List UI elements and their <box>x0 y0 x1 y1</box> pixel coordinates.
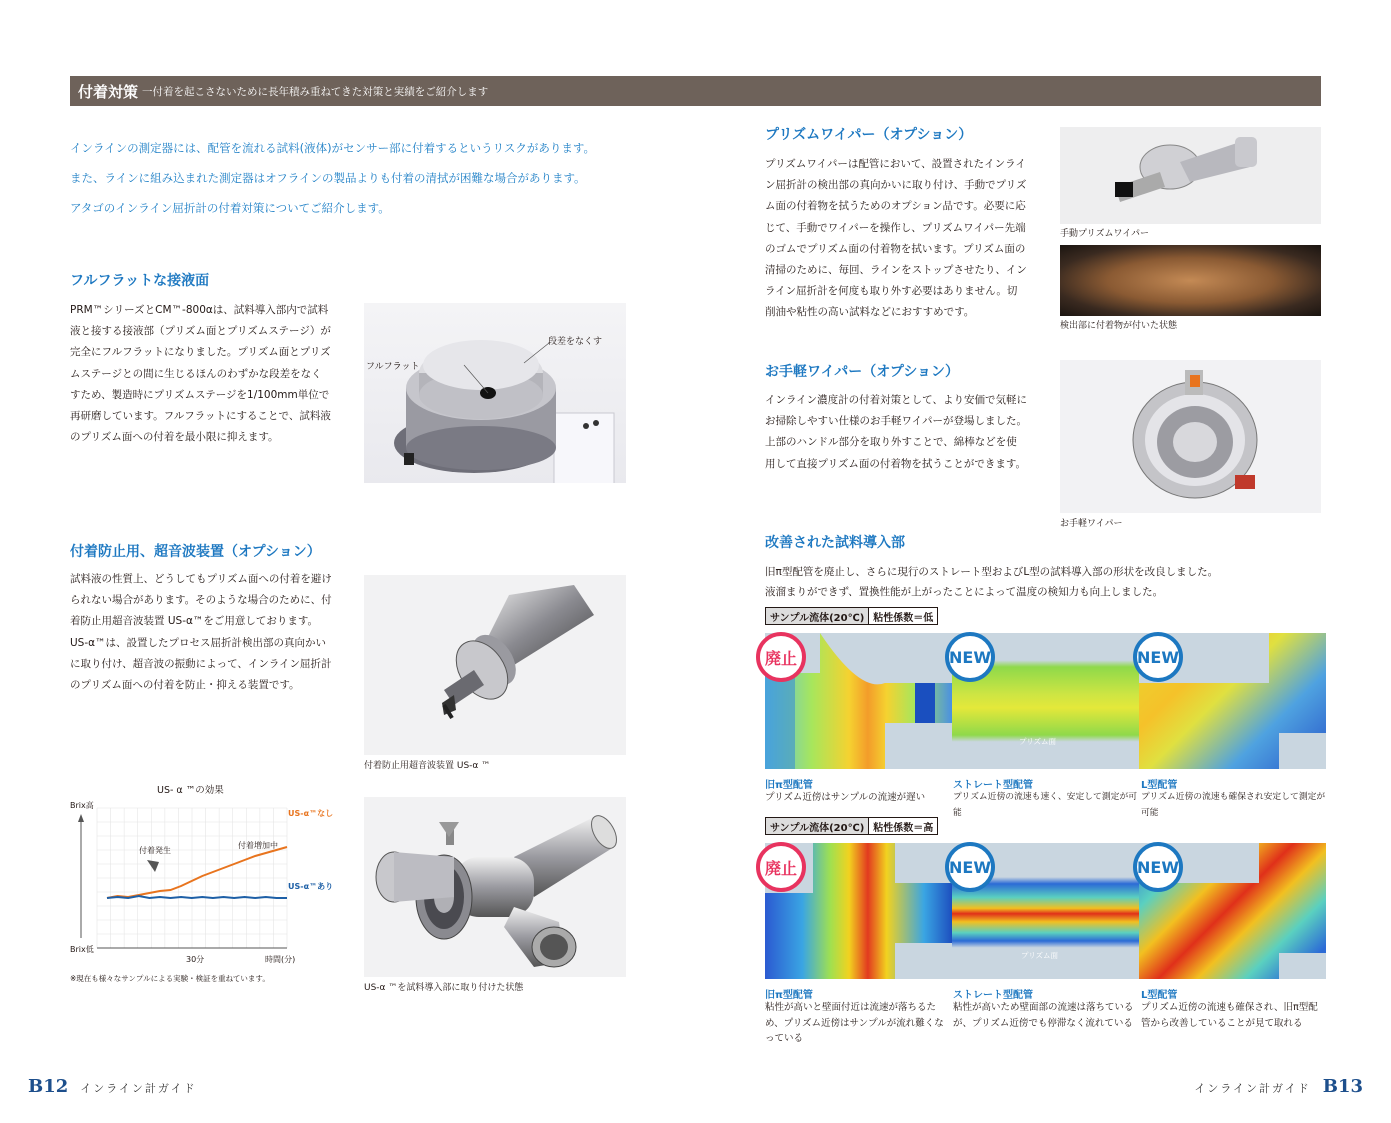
wiper-title: プリズムワイパー（オプション） <box>765 127 973 143</box>
chart-annotation-increase: 付着増加中 <box>238 841 278 850</box>
high-l-text: プリズム近傍の流速も確保され、旧π型配管から改善していることが見て取れる <box>1141 1002 1318 1029</box>
manual-wiper-caption: 手動プリズムワイパー <box>1060 229 1150 239</box>
manual-wiper-photo <box>1060 127 1321 224</box>
label-step: 段差をなくす <box>548 337 603 347</box>
adhesion-photo <box>1060 245 1321 316</box>
intro-line: また、ラインに組み込まれた測定器はオフラインの製品よりも付着の清拭が困難な場合があります。 <box>70 171 586 185</box>
tag-fluid: サンプル流体(20℃) <box>766 818 869 834</box>
us-alpha-caption: 付着防止用超音波装置 US-α ™ <box>364 761 491 771</box>
adhesion-caption: 検出部に付着物が付いた状態 <box>1060 321 1178 331</box>
manual-wiper-illustration <box>1060 127 1321 224</box>
fullflat-title: フルフラットな接液面 <box>70 273 210 289</box>
easy-wiper-illustration <box>1060 360 1321 513</box>
chart-xtick-time: 時間(分) <box>265 955 296 964</box>
easy-wiper-caption: お手軽ワイパー <box>1060 519 1123 529</box>
badge-discontinued: 廃止 <box>756 632 806 682</box>
page-number-left: B12 <box>28 1076 69 1097</box>
pipe-fitting-illustration <box>364 797 626 977</box>
us-alpha-installed-caption: US-α ™を試料導入部に取り付けた状態 <box>364 983 524 993</box>
high-straight-text: 粘性が高いため壁面部の流速は落ちているが、プリズム近傍でも停滞なく流れている <box>953 1002 1134 1029</box>
inlet-text-1: 旧π型配管を廃止し、さらに現行のストレート型およびL型の試料導入部の形状を改良しました。 <box>765 566 1219 578</box>
page-number-right: B13 <box>1322 1076 1363 1097</box>
fullflat-text: PRM™シリーズとCM™-800αは、試料導入部内で試料液と接する接液部（プリズム面とプリズムステージ）が完全にフルフラットになりました。プリズム面とプリズムステージとの間に生じるほんのわずかな段差をなくすため、製造時にプリズムステージを1/100mm単位で再研磨しています。フルフラットにすることで、試料液のプリズム面への付着を最小限に抑えます。 <box>70 304 331 444</box>
low-pi-title: 旧π型配管 <box>765 780 813 791</box>
chart-legend-with: US-α™あり <box>288 882 334 891</box>
chart-y-arrowhead <box>78 814 84 822</box>
us-alpha-illustration <box>364 575 626 755</box>
guide-label-right: インライン計ガイド <box>1194 1082 1311 1095</box>
chart-xtick-30: 30分 <box>186 955 205 964</box>
footer-right <box>1182 1076 1363 1097</box>
intro-line: アタゴのインライン屈折計の付着対策についてご紹介します。 <box>70 201 390 215</box>
easywiper-text: インライン濃度計の付着対策として、より安価で気軽にお掃除しやすい仕様のお手軽ワイパーが登場しました。上部のハンドル部分を取り外すことで、綿棒などを使用して直接プリズム面の付着物を拭うことができます。 <box>765 394 1027 470</box>
guide-label-left: インライン計ガイド <box>80 1082 197 1095</box>
intro-line: インラインの測定器には、配管を流れる試料(液体)がセンサー部に付着するというリスクがあります。 <box>70 141 595 155</box>
high-viscosity-tag <box>765 817 938 835</box>
low-straight-text: プリズム近傍の流速も速く、安定して測定が可能 <box>953 792 1138 818</box>
prism-stage-illustration <box>364 303 626 483</box>
section-title: 付着対策 <box>78 82 139 101</box>
chart-annotation-arrow <box>147 860 159 872</box>
prism-label: プリズム面 <box>1019 737 1057 746</box>
chart-ylabel-bottom: Brix低 <box>70 945 94 954</box>
section-header <box>70 76 1321 106</box>
badge-discontinued: 廃止 <box>756 842 806 892</box>
prism-label: プリズム面 <box>1021 951 1059 960</box>
badge-new: NEW <box>945 842 995 892</box>
chart-legend-without: US-α™なし <box>288 809 334 818</box>
footer-left <box>28 1076 209 1097</box>
fullflat-photo <box>364 303 626 483</box>
badge-new: NEW <box>1133 842 1183 892</box>
ultrasonic-title: 付着防止用、超音波装置（オプション） <box>70 544 321 560</box>
section-subtitle: 一付着を起こさないために長年積み重ねてきた対策と実績をご紹介します <box>142 85 489 98</box>
tag-viscosity: 粘性係数＝高 <box>873 822 934 834</box>
easywiper-title: お手軽ワイパー（オプション） <box>765 364 960 380</box>
wiper-text: プリズムワイパーは配管において、設置されたインライン屈折計の検出部の真向かいに取り付け、手動でプリズム面の付着物を拭うためのオプション品です。必要に応じて、手動でワイパーを操作し、プリズムワイパー先端のゴムでプリズム面の付着物を拭います。プリズム面の清掃のために、毎回、ラインをストップさせたり、インライン屈折計を何度も取り外す必要はありません。切削油や粘性の高い試料などにおすすめです。 <box>765 158 1027 319</box>
label-flat: フルフラット <box>366 362 420 372</box>
intro-text <box>70 140 710 230</box>
low-straight-title: ストレート型配管 <box>953 780 1033 791</box>
tag-viscosity: 粘性係数＝低 <box>873 612 934 624</box>
high-pi-text: 粘性が高いと壁面付近は流速が落ちるため、プリズム近傍はサンプルが流れ難くなっている <box>765 1002 944 1044</box>
inlet-title: 改善された試料導入部 <box>765 535 905 551</box>
chart-ylabel-top: Brix高 <box>70 801 94 810</box>
inlet-text-2: 液溜まりができず、置換性能が上がったことによって温度の検知力も向上しました。 <box>765 586 1164 598</box>
high-straight-title: ストレート型配管 <box>953 990 1033 1001</box>
high-pi-title: 旧π型配管 <box>765 990 813 1001</box>
low-pi-text: プリズム近傍はサンプルの流速が遅い <box>765 792 926 803</box>
chart-title: US- α ™の効果 <box>157 785 224 796</box>
low-viscosity-tag <box>765 607 938 625</box>
badge-new: NEW <box>1133 632 1183 682</box>
chart-footnote: ※現在も様々なサンプルによる実験・検証を重ねています。 <box>70 974 270 983</box>
high-l-title: L型配管 <box>1141 990 1178 1001</box>
badge-new: NEW <box>945 632 995 682</box>
chart-annotation-adhesion: 付着発生 <box>139 846 171 855</box>
us-alpha-photo <box>364 575 626 755</box>
tag-fluid: サンプル流体(20℃) <box>766 608 869 624</box>
ultrasonic-text: 試料液の性質上、どうしてもプリズム面への付着を避けられない場合があります。そのような場合のために、付着防止用超音波装置 US-α™をご用意しております。US-α™は、設置したプロセス屈折計検出部の真向かいに取り付け、超音波の振動によって、インライン屈折計のプリズム面への付着を防止・抑える装置です。 <box>70 573 332 692</box>
low-l-title: L型配管 <box>1141 780 1178 791</box>
easy-wiper-photo <box>1060 360 1321 513</box>
us-alpha-installed-photo <box>364 797 626 977</box>
low-l-text: プリズム近傍の流速も確保され安定して測定が可能 <box>1141 792 1326 818</box>
